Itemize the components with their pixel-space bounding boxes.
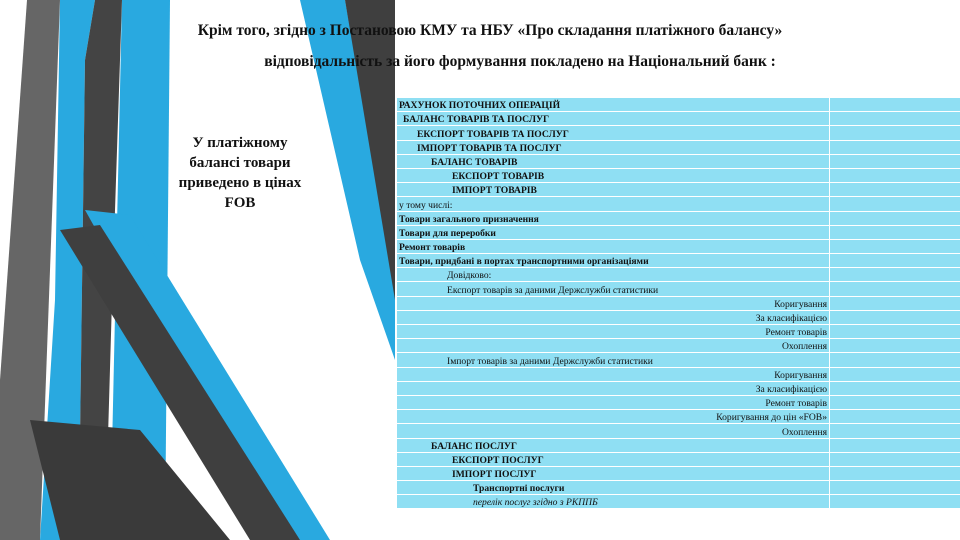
table-cell-value xyxy=(830,325,960,339)
table-cell-value xyxy=(830,211,960,225)
table-cell-label: Охоплення xyxy=(397,424,830,438)
table-cell-label: ІМПОРТ ПОСЛУГ xyxy=(397,466,830,480)
table-cell-label: ЕКСПОРТ ТОВАРІВ xyxy=(397,168,830,182)
table-row xyxy=(397,395,960,409)
table-cell-value xyxy=(830,310,960,324)
table-cell-value xyxy=(830,126,960,140)
table-cell-label: Ремонт товарів xyxy=(397,239,830,253)
table-cell-label: ІМПОРТ ТОВАРІВ ТА ПОСЛУГ xyxy=(397,140,830,154)
side-note-line-2: балансі товари xyxy=(189,155,291,171)
table-cell-label: ІМПОРТ ТОВАРІВ xyxy=(397,183,830,197)
table-cell-value xyxy=(830,367,960,381)
table-cell-value xyxy=(830,168,960,182)
table-cell-value xyxy=(830,452,960,466)
table-row xyxy=(397,254,960,268)
table-row xyxy=(397,239,960,253)
table-row xyxy=(397,140,960,154)
page-title-line-2: відповідальність за його формування покладено на Національний банк : xyxy=(264,53,776,70)
table-cell-label: Товари загального призначення xyxy=(397,211,830,225)
table-cell-value xyxy=(830,296,960,310)
table-row xyxy=(397,98,960,112)
table-cell-label: БАЛАНС ТОВАРІВ ТА ПОСЛУГ xyxy=(397,112,830,126)
table-cell-label: Товари для переробки xyxy=(397,225,830,239)
table-cell-value xyxy=(830,339,960,353)
table-row xyxy=(397,481,960,495)
table-row xyxy=(397,381,960,395)
table-row xyxy=(397,452,960,466)
table-cell-label: Імпорт товарів за даними Держслужби статистики xyxy=(397,353,830,367)
table-cell-value xyxy=(830,183,960,197)
table-cell-label: Коригування xyxy=(397,367,830,381)
table-row xyxy=(397,197,960,211)
side-note xyxy=(150,133,330,213)
table-cell-label: Охоплення xyxy=(397,339,830,353)
table-row xyxy=(397,353,960,367)
table-cell-value xyxy=(830,154,960,168)
table-cell-label: Довідково: xyxy=(397,268,830,282)
table-row xyxy=(397,112,960,126)
table-cell-label: Ремонт товарів xyxy=(397,395,830,409)
table-cell-value xyxy=(830,140,960,154)
table-cell-value xyxy=(830,268,960,282)
table-cell-label: БАЛАНС ПОСЛУГ xyxy=(397,438,830,452)
table-cell-value xyxy=(830,424,960,438)
table-row xyxy=(397,410,960,424)
table-cell-value xyxy=(830,282,960,296)
page-title-line-1: Крім того, згідно з Постановою КМУ та НБУ «Про складання платіжного балансу» xyxy=(197,22,783,39)
table-row xyxy=(397,154,960,168)
table-row xyxy=(397,126,960,140)
table-cell-label: ЕКСПОРТ ТОВАРІВ ТА ПОСЛУГ xyxy=(397,126,830,140)
balance-of-payments-table xyxy=(396,97,960,509)
table-cell-label: За класифікацією xyxy=(397,381,830,395)
table-row xyxy=(397,424,960,438)
table-cell-value xyxy=(830,98,960,112)
table-row xyxy=(397,325,960,339)
table-row xyxy=(397,282,960,296)
table-row xyxy=(397,211,960,225)
table-row xyxy=(397,310,960,324)
table-row xyxy=(397,268,960,282)
table-cell-label: перелік послуг згідно з РКППБ xyxy=(397,495,830,509)
table-cell-label: Транспортні послуги xyxy=(397,481,830,495)
table-cell-label: За класифікацією xyxy=(397,310,830,324)
table-cell-value xyxy=(830,466,960,480)
table-row xyxy=(397,225,960,239)
table-row xyxy=(397,339,960,353)
table-cell-label: Товари, придбані в портах транспортними організаціями xyxy=(397,254,830,268)
table-row xyxy=(397,466,960,480)
table-cell-label-highlighted: Коригування до цін «FOB» xyxy=(397,410,830,424)
table-cell-label: РАХУНОК ПОТОЧНИХ ОПЕРАЦІЙ xyxy=(397,98,830,112)
table-cell-value xyxy=(830,239,960,253)
table-cell-value xyxy=(830,112,960,126)
table-cell-value xyxy=(830,254,960,268)
table-cell-value xyxy=(830,225,960,239)
table-cell-label: Експорт товарів за даними Держслужби статистики xyxy=(397,282,830,296)
table-row xyxy=(397,367,960,381)
table-cell-value xyxy=(830,410,960,424)
table-cell-value xyxy=(830,395,960,409)
table-row xyxy=(397,438,960,452)
table-cell-value xyxy=(830,481,960,495)
table-row xyxy=(397,168,960,182)
side-note-line-1: У платіжному xyxy=(192,135,288,151)
table-cell-value xyxy=(830,353,960,367)
table-cell-label: у тому числі: xyxy=(397,197,830,211)
table-cell-value xyxy=(830,381,960,395)
table-row xyxy=(397,183,960,197)
table-cell-value xyxy=(830,495,960,509)
table-cell-label: Коригування xyxy=(397,296,830,310)
table-cell-label: Ремонт товарів xyxy=(397,325,830,339)
side-note-line-3: приведено в цінах xyxy=(178,175,302,191)
table-cell-value xyxy=(830,197,960,211)
table-cell-label: ЕКСПОРТ ПОСЛУГ xyxy=(397,452,830,466)
table-row xyxy=(397,495,960,509)
side-note-line-4: FOB xyxy=(224,195,256,211)
table-cell-value xyxy=(830,438,960,452)
table-row xyxy=(397,296,960,310)
table-cell-label: БАЛАНС ТОВАРІВ xyxy=(397,154,830,168)
